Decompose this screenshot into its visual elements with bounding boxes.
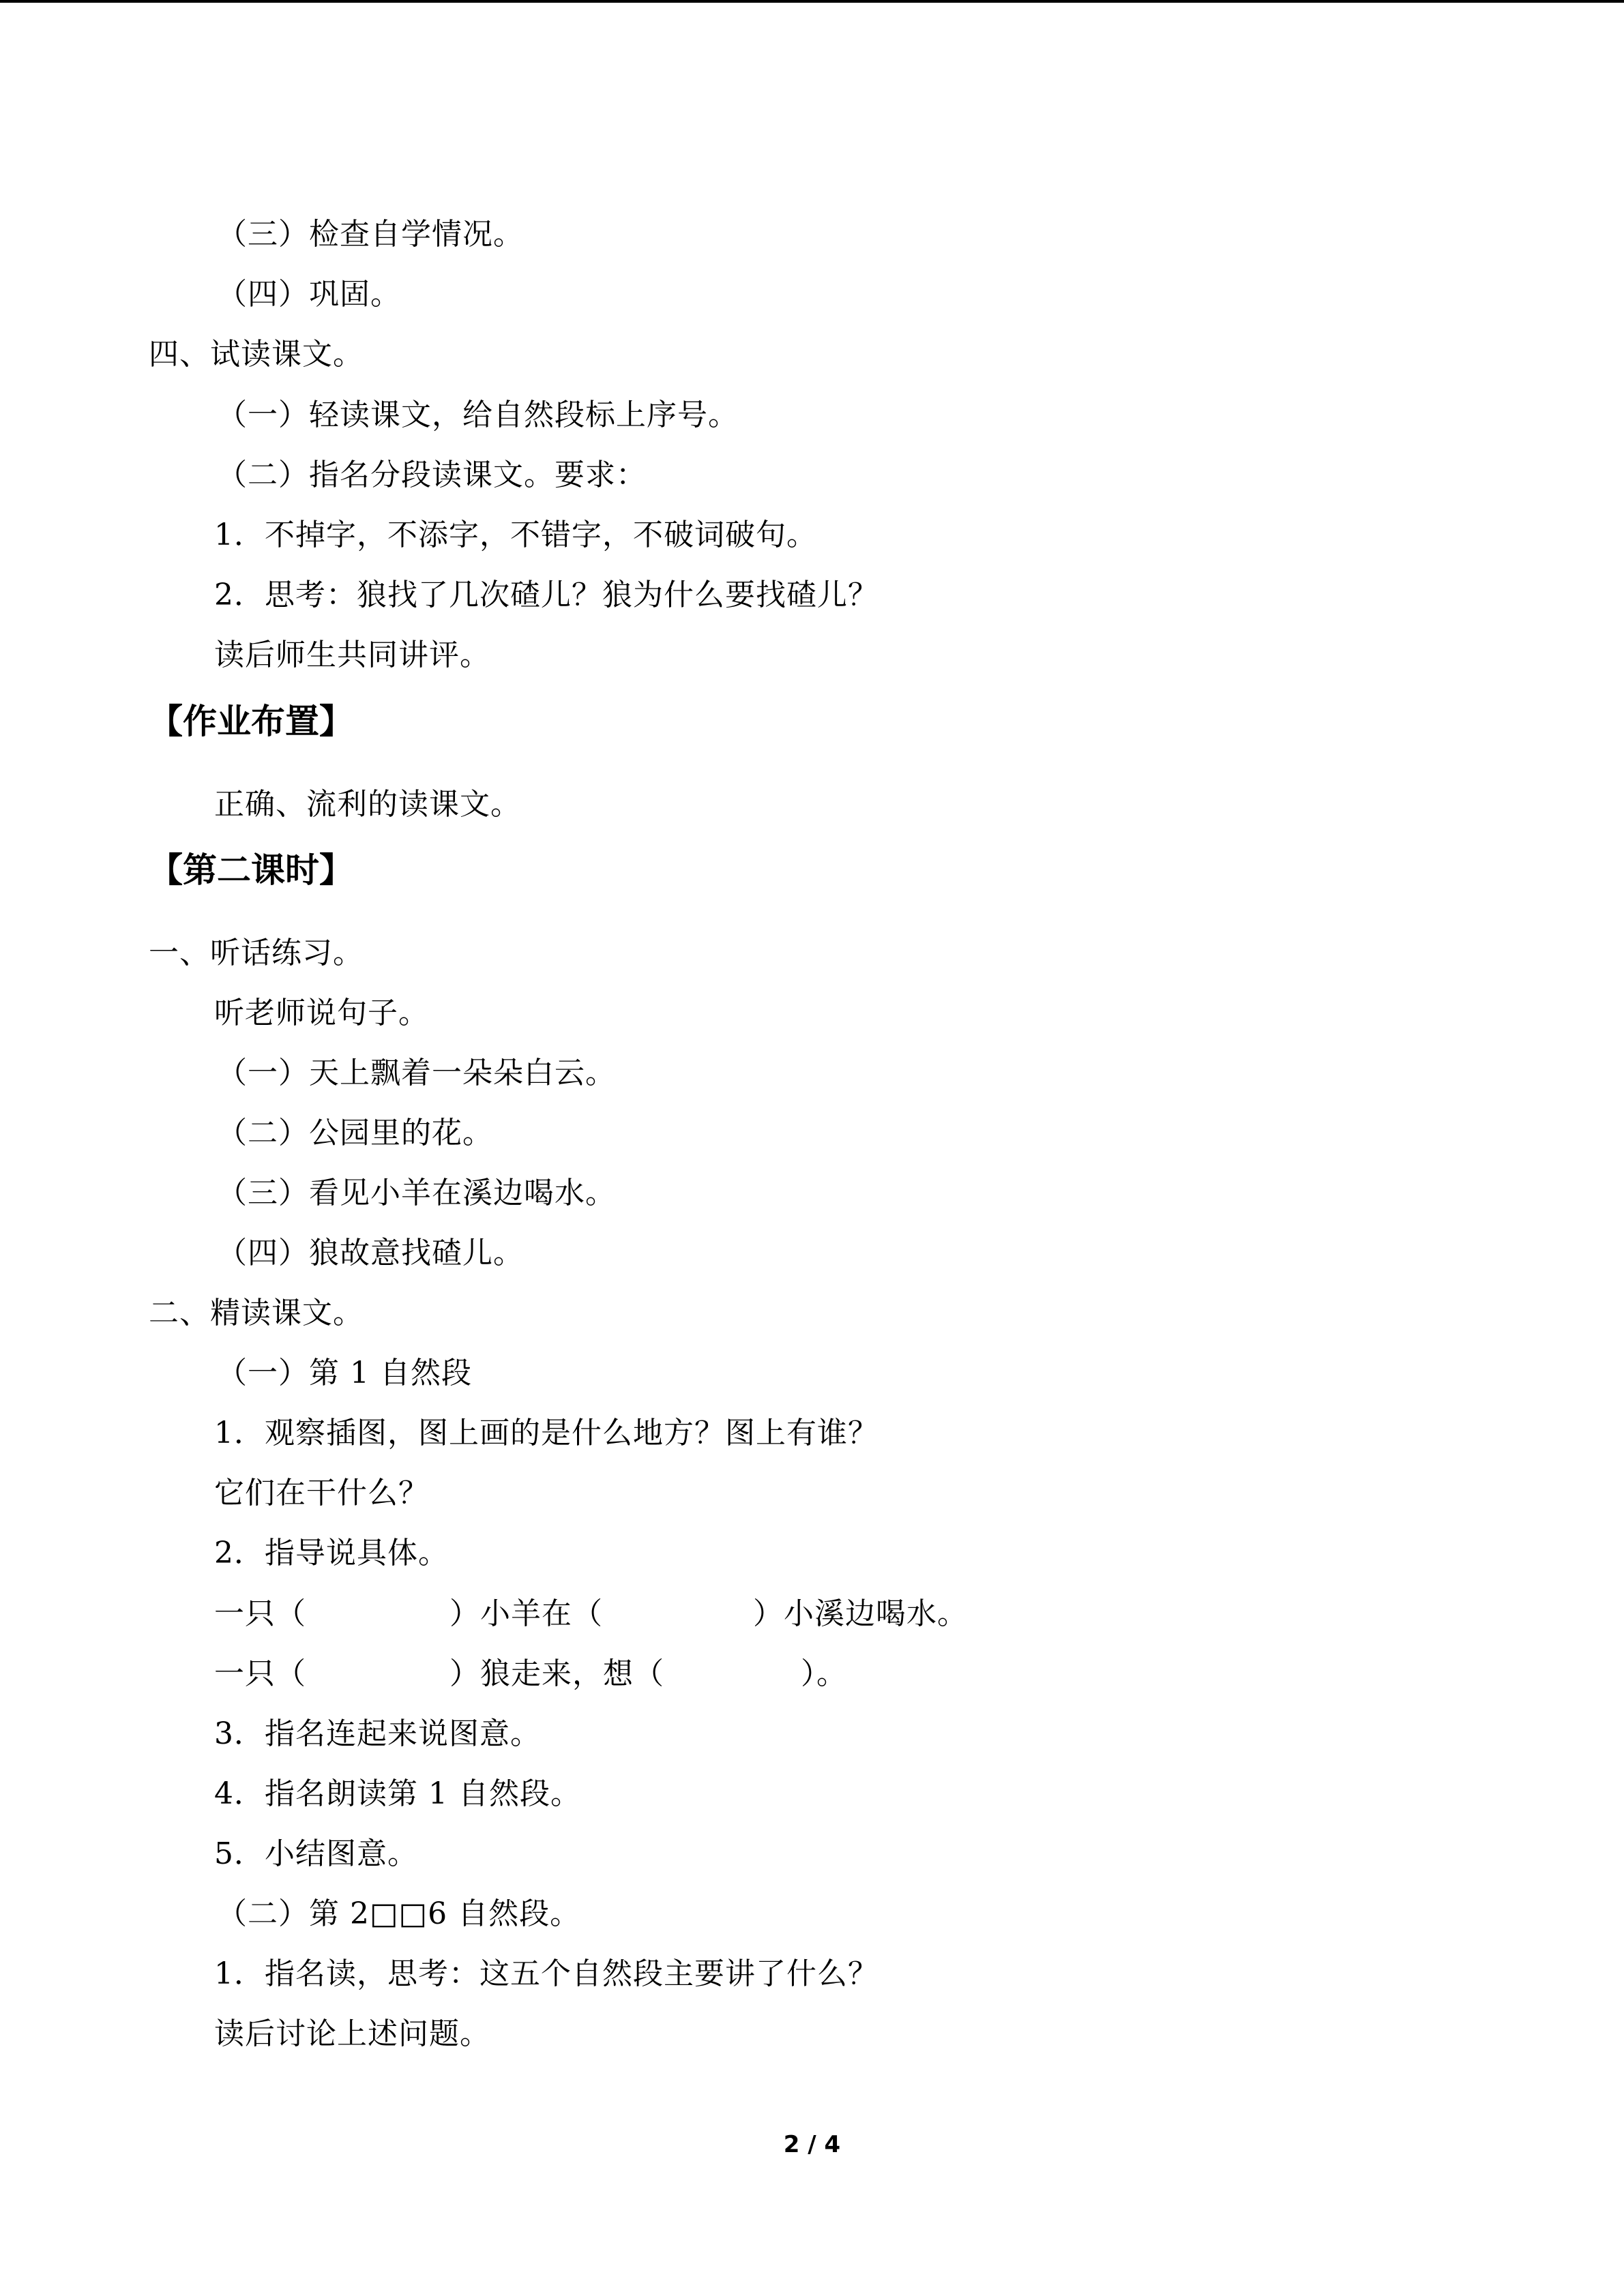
text-line: （三）检查自学情况。 [217, 217, 524, 252]
homework-text: 正确、流利的读课文。 [214, 787, 521, 822]
text-line: 2．思考：狼找了几次碴儿？狼为什么要找碴儿？ [214, 578, 879, 612]
text-line: 听老师说句子。 [214, 996, 429, 1030]
top-border-rule [0, 0, 1624, 3]
text-line: 3．指名连起来说图意。 [214, 1716, 541, 1751]
text-line: 读后师生共同讲评。 [214, 638, 490, 672]
fill-text: ）小溪边喝水。 [753, 1596, 968, 1631]
homework-heading: 【作业布置】 [149, 702, 353, 741]
text-line: 1．观察插图，图上画的是什么地方？图上有谁？ [214, 1416, 879, 1450]
text-line: （二）指名分段读课文。要求： [217, 458, 647, 492]
text-line: （二）第 2□□6 自然段。 [217, 1896, 581, 1931]
text-line: 5．小结图意。 [214, 1836, 418, 1871]
fill-text: ）狼走来，想（ [449, 1656, 664, 1691]
text-line: 2．指导说具体。 [214, 1536, 449, 1570]
fill-in-blank-2 [214, 1654, 847, 1695]
text-line: （四）巩固。 [217, 277, 401, 312]
page-number: 2 / 4 [783, 2131, 841, 2158]
section-title: 四、试读课文。 [149, 337, 364, 372]
fill-text: 一只（ [214, 1596, 306, 1631]
section-title: 二、精读课文。 [149, 1296, 364, 1330]
fill-text: 一只（ [214, 1656, 306, 1691]
text-line: 1．不掉字，不添字，不错字，不破词破句。 [214, 518, 817, 552]
text-line: （三）看见小羊在溪边喝水。 [217, 1176, 616, 1210]
fill-in-blank-1 [214, 1594, 968, 1635]
text-line: （一）第 1 自然段 [217, 1356, 472, 1390]
text-line: （二）公园里的花。 [217, 1116, 493, 1150]
text-line: 它们在干什么？ [214, 1476, 429, 1510]
text-line: 1．指名读，思考：这五个自然段主要讲了什么？ [214, 1956, 879, 1991]
lesson2-heading: 【第二课时】 [149, 850, 353, 890]
section-title: 一、听话练习。 [149, 936, 364, 970]
text-line: （一）轻读课文，给自然段标上序号。 [217, 398, 739, 432]
text-line: 4．指名朗读第 1 自然段。 [214, 1776, 581, 1811]
text-line: （四）狼故意找碴儿。 [217, 1236, 524, 1270]
text-line: 读后讨论上述问题。 [214, 2016, 490, 2051]
text-line: （一）天上飘着一朵朵白云。 [217, 1056, 616, 1090]
fill-text: ）。 [801, 1656, 847, 1691]
fill-text: ）小羊在（ [449, 1596, 603, 1631]
